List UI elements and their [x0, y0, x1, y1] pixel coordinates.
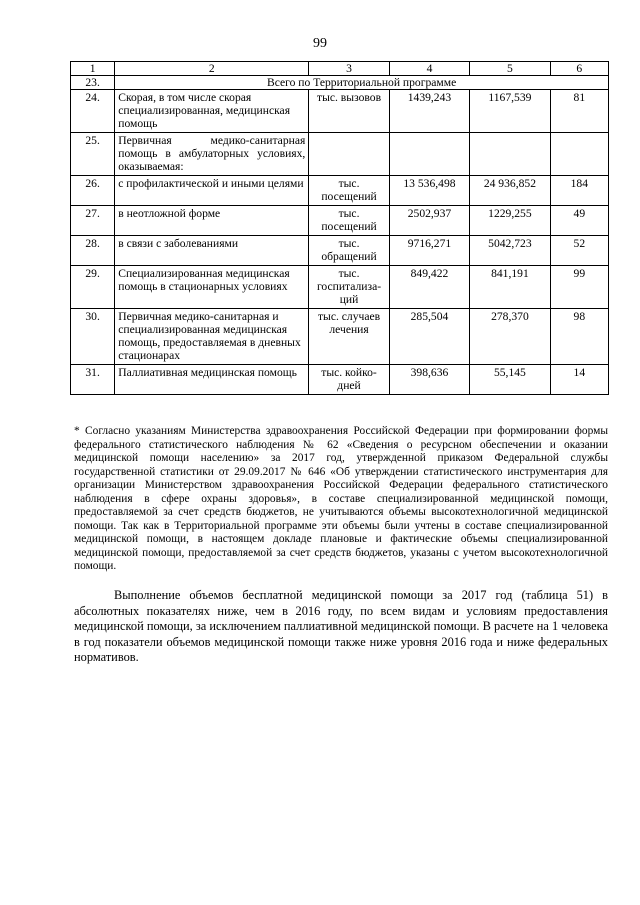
row-unit: тыс. случаев лечения [309, 309, 389, 365]
row-unit: тыс. госпитализа-ций [309, 266, 389, 309]
row-value-col5 [470, 133, 550, 176]
row-number: 27. [71, 206, 115, 236]
row-number: 23. [71, 76, 115, 90]
header-cell: 4 [389, 62, 469, 76]
row-name: Первичная медико-санитарная помощь в амбулаторных условиях, оказываемая: [115, 133, 309, 176]
row-value-col4: 9716,271 [389, 236, 469, 266]
row-value-col4 [389, 133, 469, 176]
row-number: 31. [71, 365, 115, 395]
row-value-col6: 184 [550, 176, 608, 206]
row-value-col5: 841,191 [470, 266, 550, 309]
row-name: с профилактической и иными целями [115, 176, 309, 206]
row-value-col4: 13 536,498 [389, 176, 469, 206]
row-unit [309, 133, 389, 176]
table-row [71, 206, 609, 236]
row-value-col4: 2502,937 [389, 206, 469, 236]
header-cell: 1 [71, 62, 115, 76]
table-row-total [71, 76, 609, 90]
row-name: в связи с заболеваниями [115, 236, 309, 266]
total-row-label: Всего по Территориальной программе [115, 76, 609, 90]
row-value-col6 [550, 133, 608, 176]
header-cell: 3 [309, 62, 389, 76]
row-number: 28. [71, 236, 115, 266]
row-value-col4: 1439,243 [389, 90, 469, 133]
row-unit: тыс. обращений [309, 236, 389, 266]
footnote: * Согласно указаниям Министерства здравоохранения Российской Федерации при формировании формы федерального статистического наблюдения № 62 «Сведения о ресурсном обеспечении и оказании медицинской помощи населению» за 2017 год, утвержденной приказом Федеральной службы государственной статистики от 29.09.2017 № 646 «Об утверждении статистического инструментария для организации Министерством здравоохранения Российской Федерации федерального статистического наблюдения в сфере охраны здоровья», в составе специализированной медицинской помощи, предоставляемой за счет средств бюджетов, не учитываются объемы высокотехнологичной медицинской помощи. Так как в Территориальной программе эти объемы были учтены в составе специализированной медицинской помощи, в настоящем докладе плановые и фактические объемы специализированной медицинской помощи, предоставляемой за счет средств бюджетов, указаны с учетом высокотехнологичной помощи. [74, 425, 608, 572]
row-value-col5: 1229,255 [470, 206, 550, 236]
row-value-col6: 49 [550, 206, 608, 236]
header-cell: 2 [115, 62, 309, 76]
row-value-col6: 98 [550, 309, 608, 365]
row-number: 29. [71, 266, 115, 309]
row-value-col5: 278,370 [470, 309, 550, 365]
row-name: Скорая, в том числе скорая специализированная, медицинская помощь [115, 90, 309, 133]
row-value-col6: 52 [550, 236, 608, 266]
page-number: 99 [313, 36, 327, 51]
row-value-col4: 398,636 [389, 365, 469, 395]
row-unit: тыс. посещений [309, 176, 389, 206]
header-cell: 5 [470, 62, 550, 76]
row-number: 24. [71, 90, 115, 133]
header-cell: 6 [550, 62, 608, 76]
row-value-col6: 81 [550, 90, 608, 133]
table-row [71, 176, 609, 206]
table-row [71, 133, 609, 176]
row-name: Паллиативная медицинская помощь [115, 365, 309, 395]
table-row [71, 236, 609, 266]
row-unit: тыс. посещений [309, 206, 389, 236]
table-row [71, 365, 609, 395]
table-row [71, 309, 609, 365]
row-number: 26. [71, 176, 115, 206]
table-header-row [71, 62, 609, 76]
row-value-col6: 99 [550, 266, 608, 309]
row-unit: тыс. вызовов [309, 90, 389, 133]
row-name: в неотложной форме [115, 206, 309, 236]
body-paragraph: Выполнение объемов бесплатной медицинской помощи за 2017 год (таблица 51) в абсолютных показателях ниже, чем в 2016 году, по всем видам и условиям предоставления медицинской помощи, за исключением паллиативной медицинской помощи. В расчете на 1 человека в год показатели объемов медицинской помощи также ниже уровня 2016 года и ниже федеральных нормативов. [74, 588, 608, 664]
table-row [71, 90, 609, 133]
row-number: 25. [71, 133, 115, 176]
row-number: 30. [71, 309, 115, 365]
data-table [70, 61, 609, 395]
row-name: Первичная медико-санитарная и специализированная медицинская помощь, предоставляемая в дневных стационарах [115, 309, 309, 365]
row-unit: тыс. койко-дней [309, 365, 389, 395]
table-row [71, 266, 609, 309]
row-value-col4: 285,504 [389, 309, 469, 365]
row-value-col5: 1167,539 [470, 90, 550, 133]
row-value-col6: 14 [550, 365, 608, 395]
row-value-col5: 24 936,852 [470, 176, 550, 206]
row-name: Специализированная медицинская помощь в стационарных условиях [115, 266, 309, 309]
row-value-col5: 55,145 [470, 365, 550, 395]
row-value-col4: 849,422 [389, 266, 469, 309]
row-value-col5: 5042,723 [470, 236, 550, 266]
